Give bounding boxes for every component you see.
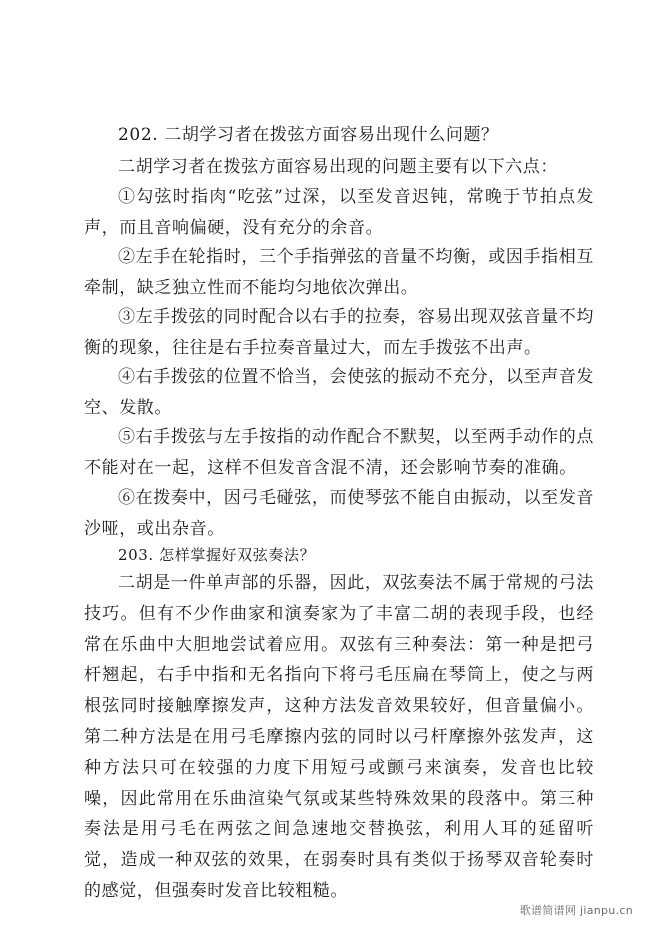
answer-point-4: ④右手拨弦的位置不恰当，会使弦的振动不充分，以至声音发空、发散。 — [84, 367, 594, 418]
site-watermark: 歌谱简谱网 jianpu.cn — [519, 904, 633, 917]
question-heading-202: 202. 二胡学习者在拨弦方面容易出现什么问题？ — [118, 125, 499, 145]
answer-point-3: ③左手拨弦的同时配合以右手的拉奏，容易出现双弦音量不均衡的现象，往往是右手拉奏音量过大，而左手拨弦不出声。 — [84, 307, 594, 358]
answer-intro-202: 二胡学习者在拨弦方面容易出现的问题主要有以下六点： — [118, 157, 558, 177]
answer-point-6: ⑥在拨奏中，因弓毛碰弦，而使琴弦不能自由振动，以至发音沙哑，或出杂音。 — [84, 488, 594, 539]
answer-point-1: ①勾弦时指肉“吃弦”过深，以至发音迟钝，常晚于节拍点发声，而且音响偏硬，没有充分的余音。 — [84, 187, 594, 238]
question-heading-203: 203. 怎样掌握好双弦奏法？ — [118, 546, 316, 564]
answer-body-203: 二胡是一件单声部的乐器，因此，双弦奏法不属于常规的弓法技巧。但有不少作曲家和演奏家为了丰富二胡的表现手段，也经常在乐曲中大胆地尝试着应用。双弦有三种奏法：第一种是把弓杆翘起，右手中指和无名指向下将弓毛压扁在琴筒上，使之与两根弦同时接触摩擦发声，这种方法发音效果较好，但音量偏小。第二种方法是在用弓毛摩擦内弦的同时以弓杆摩擦外弦发声，这种方法只可在较强的力度下用短弓或颤弓来演奏，发音也比较噪，因此常用在乐曲渲染气氛或某些特殊效果的段落中。第三种奏法是用弓毛在两弦之间急速地交替换弦，利用人耳的延留听觉，造成一种双弦的效果，在弱奏时具有类似于扬琴双音轮奏时的感觉，但强奏时发音比较粗糙。 — [84, 573, 594, 901]
answer-point-5: ⑤右手拨弦与左手按指的动作配合不默契，以至两手动作的点不能对在一起，这样不但发音含混不清，还会影响节奏的准确。 — [84, 427, 594, 478]
answer-point-2: ②左手在轮指时，三个手指弹弦的音量不均衡，或因手指相互牵制，缺乏独立性而不能均匀地依次弹出。 — [84, 247, 594, 298]
